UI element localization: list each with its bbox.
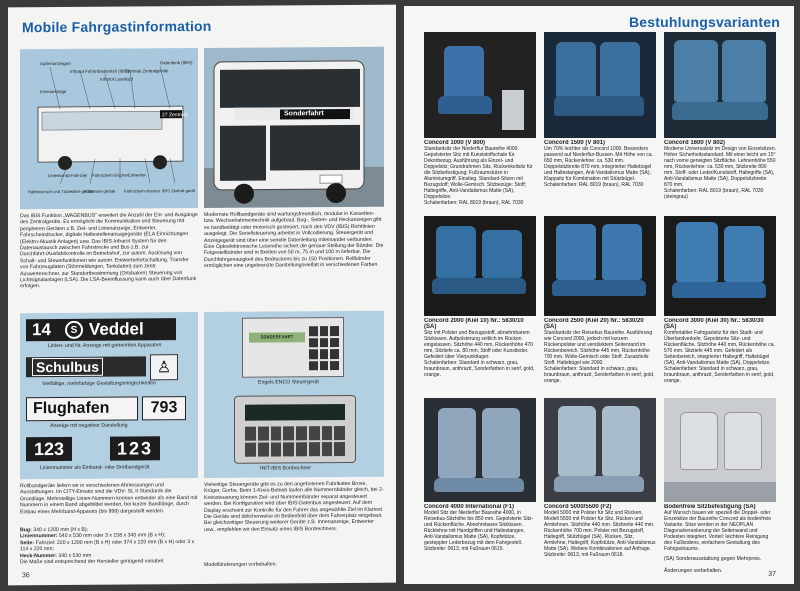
seat-back: [722, 40, 766, 102]
seat-photo-1500: [544, 32, 656, 138]
seat-back: [482, 408, 520, 478]
label-datenfunk: Datenfunk (IBIS): [160, 60, 193, 66]
sign1-caption: Linien- und Nr. Anzeige mit getrennten Apparaten: [48, 342, 162, 350]
page-title: Mobile Fahrgastinformation: [22, 17, 212, 36]
seat-cushion: [672, 102, 768, 120]
seat-back: [724, 412, 762, 470]
dim-label: Seite:: [20, 539, 35, 547]
dim-row: [20, 539, 198, 553]
seat-photo-1600: [664, 32, 776, 138]
sign1-text: Veddel: [88, 319, 144, 339]
sign2-text: Schulbus: [32, 358, 103, 376]
seat-title: Concord 4000 International (F1): [424, 504, 515, 510]
seat-back: [602, 224, 642, 280]
seat-text: Sitz mit Polster und Bezugsstoff, abnehmbarem Sitzkissen. Aufpolsterung seitlich im Rücken eingelassen. Sitzhöhe 440 mm, Rückenhöhe 470 mm, Sitztiefe ca. 80 mm, Stoff oder Kunstleder. Gefedert über Vierpunktlager.: [424, 330, 533, 360]
dim-value: 340 x 1200 mm (H x B);: [33, 526, 89, 534]
dim-value: 540 x 530 mm oder 3 x 158 x 340 mm (B x H);: [58, 532, 166, 540]
sign4-triple: 123: [110, 436, 160, 460]
bus-windows: [42, 111, 162, 130]
double-decker-illustration: [204, 47, 384, 208]
seat-title: Concord 1600 (V 802): [664, 140, 726, 146]
label-fahrscheindrucker-2: Fahrschein-drucker: [124, 188, 161, 194]
seat-cushion: [432, 278, 526, 294]
dim-label: Liniennummer:: [20, 533, 58, 540]
device1-caption: Engels ENCO Steuergerät: [258, 379, 319, 386]
left-page: [8, 5, 396, 586]
sign1-number: 14: [32, 320, 51, 340]
seat-cushion: [554, 476, 644, 492]
seat-title: Concord 2000 (Kiel 10) Nr.: 5830/10 (SA): [424, 318, 524, 330]
modell-note-left: Modelländerungen vorbehalten.: [204, 561, 277, 568]
seat-back: [558, 406, 596, 476]
seat-photo-1000: [424, 32, 536, 138]
sign-veddel: [26, 318, 176, 341]
seat-text: Auf Wunsch bauen wir speziell die Doppel- oder Einzelsitze der Baureihe Concord als bodenfreie Variante. Sitze werden in der NEOPLAN Diagonalverankerung der Seitenwand und Podesten integriert. Vorteil: leichtere Reinigung des Fußbodens, einfachere Gestaltung des Fahrgastraums.: [664, 510, 772, 552]
seat-back: [444, 46, 484, 102]
label-tuersteuergeraete: Türsteuer-geräte: [84, 188, 116, 194]
bordrechner-keys: [245, 426, 345, 457]
sign4-caption: Liniennummer als Einband- oder Dreibandgerät: [40, 464, 150, 472]
steuergeraet-text: Vielseitige Steuergeräte gibt es zu den angebotenen Fabrikaten Brose, Krüger, Gorba. Beim 1-Kreis-Betrieb laufen alle Nummernbänder gleich, bei 2-Kreissteuerung können Ziel- und Nummernbänder separat angesteuert werden. Bei Konfiguration wird über IBIS-Datenbus angesteuert. Auf dem Display erscheint zur Kontrolle für den Fahrer das angewählte Ziel im Klartext. Die Geräte sind üblicherweise im Bedienfeld über dem Fahrerplatz eingebaut. Bei gleichzeitiger Steuerung weiterer Geräte z.B. Innenanzeige, Entwerter usw., empfehlen wir den Einsatz eines IBIS Bordrechners.: [204, 480, 384, 533]
seat-title: Concord 1000 (V 800): [424, 140, 486, 146]
device2-caption: INIT-IBIS Bordrechner: [260, 465, 312, 472]
rollband-size-text: Rollbandgeräte liefern wir in verschiedenen Abmessungen und Ausstattungen. Im CITY-Einsatz sind die VDV- SL II Standards die Grundlage. Mehrstellige Linien-Nummern können entweder als eine Band mit Nummern in einem Band abgebildet werden, bei kurzer Bandlänge, durch Einbau eines Mehrband-Apparats (bis 999) dargestellt werden.: [20, 482, 198, 515]
seat-cushion: [554, 96, 644, 116]
seat-caption-4000: [424, 504, 536, 580]
label-infrarot-bedienteil: Infrarot Fahrerbedienteil (IBIS): [70, 68, 130, 74]
seat-caption-2000: [424, 318, 536, 398]
label-innenanzeige: Innenanzeige: [40, 88, 67, 95]
page-number-right: 37: [768, 571, 776, 578]
seat-back: [556, 224, 596, 280]
seat-caption-1000: [424, 140, 536, 212]
seat-colors: Sitzbreite: 0613, mit Fußraum 0618.: [544, 552, 624, 558]
seat-back: [600, 42, 640, 98]
label-ibis-zentralgeraet: IBIS Zentral-gerät: [162, 188, 196, 194]
bus-wheel-front: [153, 155, 167, 169]
seat-colors: Schalenfarben: RAL 8019 (braun), RAL 7030: [424, 200, 524, 206]
dims-note: Die Maße sind entsprechend der Hersteller genügend variabel.: [20, 558, 165, 566]
seat-back: [676, 222, 718, 282]
signs-panel: [20, 312, 198, 479]
seat-photo-4000: [424, 398, 536, 502]
seat-text: Komfortabler Fahrgastsitz für den Stadt- und Überlandverkehr. Gepolsterte Sitz- und Rückenfläche. Sitzhöhe 440 mm, Rückenhöhe ca. 570 mm. Sitztiefe 445 mm. Gefedert als Seitenbereich, integrierter Haltegriff, Haltebügel (SA), Anti-Vandalismus Matte (SA), Doppelsitze.: [664, 330, 775, 366]
seat-cushion: [672, 282, 766, 298]
seat-caption-5000: [544, 504, 656, 580]
enco-keypad: [309, 326, 339, 370]
bus-destination-text: 27 Zentrum: [162, 112, 188, 119]
seat-text: Moderne Universalsitz im Design von Einzelsitzen. Hoher Sicherheitsstandard. Mit einer leicht um 15° nach vorne geneigten Sitzfläche. Lehnenhöhe 550 mm, Rückenlehne: ca. 530 mm, Sitzbreite 890 mm. Stoff- oder Leder/Kunststoff, Haltegriffe (SA), Anti-Vandalismus Matte (SA), Doppelsitzbreite 870 mm.: [664, 146, 776, 188]
seat-title: Concord 3000 (Kiel 30) Nr.: 5830/30 (SA): [664, 318, 764, 330]
label-linienschild: Linienschild Fahrtziel: [48, 172, 88, 179]
seat-caption-1600: [664, 140, 776, 212]
bus-wheel-rear: [58, 156, 72, 170]
seat-back: [436, 226, 476, 278]
label-aussenanzeigen: Außenanzeigen: [40, 60, 71, 67]
seat-frame: [502, 90, 524, 130]
ibis-bordrechner: [234, 395, 356, 464]
seat-title: Bodenfreie Sitzbefestigung (SA): [664, 504, 756, 510]
seat-caption-2500: [544, 318, 656, 398]
seat-colors: Schalenfarben: RAL 8019 (braun), RAL 7030 (steingrau): [664, 188, 764, 200]
seat-colors: Schalenfarben: Standard in schwarz, grau, braunbraun, anthrazit, Sonderfarben in senf, gold, orange.: [424, 360, 535, 378]
modell-note-right: Änderungen vorbehalten.: [664, 568, 723, 574]
seat-photo-3000: [664, 216, 776, 316]
dim-label: Heck-Nummer:: [20, 552, 57, 559]
dim-label: Bug:: [20, 527, 32, 534]
seat-text: Modell 5000 mit Polster für Sitz und Rücken, Modell 5500 mit Polster für Sitz, Rücken und Armlehnen. Sitzhöhe 440 mm. Sitzbreite 440 mm. Rückenhöhe 700 mm. Polster mit Bezugstoff, Haltegriff, Stützbügel (SA). Rücken, Sitz, Armlehne, Haltegriff, Kopfstütze, Anti-Vandalismus Matte (SA). Weitere Kombinationen auf Anfrage.: [544, 510, 656, 552]
seat-text: Modell Sitz der Niederflur Baureihe 4000, in Reisebus-Sitzhöhe bis 850 mm. Gepolsterte Sitz- und Rückenfläche. Abnehmbares Sitzkissen. Rücklehne mit Handgriffen und Haltestangen, Anti-Vandalismus Matte (SA), Kopfstütze, gesteppter Lederbezug mit dem Fahrgestell.: [424, 510, 534, 546]
seat-back: [438, 408, 476, 478]
label-fahrscheindrucker: Fahrschein-drucker: [92, 172, 129, 178]
label-entwerter: Entwerter: [128, 172, 146, 178]
seat-colors: Schalenfarben: Standard in schwarz, grau, braunbraun, anthrazit, Sonderfarben in senf, gold, orange.: [544, 366, 655, 384]
seat-title: Concord 5000/5500 (F2): [544, 504, 612, 510]
seat-back: [482, 230, 522, 278]
seat-caption-1500: [544, 140, 656, 212]
seat-colors: Sitzbreite: 0613, mit Fußraum 0615.: [424, 546, 504, 552]
seat-title: Concord 2500 (Kiel 20) Nr.: 5830/20 (SA): [544, 318, 644, 330]
seat-photo-5000: [544, 398, 656, 502]
enco-display: SONDERFAHRT: [249, 332, 305, 342]
label-haltewunsch: Haltewunsch und Türbedien-geräte: [28, 188, 94, 195]
enco-device: [242, 317, 344, 378]
footnote-sa: (SA) Sonderausstattung gegen Mehrpreis.: [664, 556, 762, 562]
seat-photo-bodenfrei: [664, 398, 776, 502]
seat-colors: Schalenfarben: RAL 8019 (braun), RAL 7030: [544, 182, 644, 188]
seat-back: [724, 226, 764, 282]
sign-flughafen: [26, 396, 138, 421]
s-bahn-icon: S: [65, 321, 83, 339]
seat-text: Standardsitz der Niederflur Baureihe 4000. Gepolsterter Sitz mit Kunststoffschale für Dekorbezug. Ausführung als Einzel- und Doppelsitz; Grundrahmen Sitz, Rückenkeilsitz für die Sitzbefestigung; Fußraumstütze in Aluminiumgriff. Einstieg. Standard-Sitzen mit Bezugstoff; Wolle-Gemisch. Sitzbezüge: Stoff; Haltegriffe, Anti-Vandalismus Matte (SA), Doppelsitze.: [424, 146, 533, 200]
seat-cushion: [438, 96, 492, 114]
sign2-caption: Vielfältige, mehrfarbige Gestaltungsmöglichkeiten: [42, 380, 156, 388]
page-number-left: 36: [22, 572, 30, 580]
seat-back: [602, 406, 640, 476]
page-title-right: Bestuhlungsvarianten: [628, 14, 780, 30]
sign3-number: 793: [142, 396, 186, 420]
devices-panel: [204, 311, 384, 478]
label-infrarot-lesekopf: Infrarot Lesekopf: [100, 76, 133, 82]
rollband-description: Modernste Rollbandgeräte sind wartungsfreundlich, modular in Kassetten- bzw. Wechselrahmentechnik aufgebaut. Bug-, Seiten- und Heckanzeigen gibt es handbetätigt oder motorisch gesteuert, nach den VDV (IBIS) Richtlinien ausgelegt. Die Seriellsteuerung arbeitet in Vollcodierung. Steuergerät und Anzeigegerät sind über eine serielle Datenleitung miteinander verbunden. Eine Optoelektronische Lesereihe sichert die genaue Stellung der Bänder. Die Folgestellbänder sind in Breiten von 50 m, 75 m und 100 m lieferbar. Die Durchfahrgenauigkeit des Bedruckens bis zu 150 Positionen. Rollbänder ermöglichen eine ungebrenzte Darstellungsvielfalt in verschiedenen Farben.: [204, 210, 384, 270]
sign4-single: 123: [26, 437, 72, 461]
bus2-destination: Sonderfahrt: [284, 110, 324, 118]
seat-back: [556, 42, 596, 98]
bordrechner-display: [245, 404, 345, 421]
sign3-text: Flughafen: [33, 399, 110, 418]
dim-value: 340 x 530 mm: [58, 552, 92, 559]
seat-caption-bodenfrei: [664, 504, 776, 554]
seat-back: [674, 40, 718, 102]
seat-photo-2000: [424, 216, 536, 316]
seat-text: Standardsitz der Reisebus Baureihe. Ausführung wie Concord 2000, jedoch mit kurzem Rückenpolster und verstärktem Seitenrand im Rückenbereich. Sitzhöhe 445 mm, Rückenhöhe 700 mm. Wolle-Gemisch oder Stoff. Zusatzteile Stoff. Haltebügel wie 2000.: [544, 330, 653, 366]
ibis-description: Das IBIS Funktion „WAGENBUS" erweitert die Anzahl der Ein- und Ausgänge des Zentralgeräts. Es ermöglicht die Kommunikation und Steuerung mit peripheren Geräten z.B. Ziel- und Linienanzeige, Entwerter, Fahrscheindrucker, digitale Haltestellenansagegeräte (ELA Einrichtungen (Elektro-Akustik Anlagen) usw. Das IBIS-Infrarot System für den Datenaustausch zwischen Fahrstrecke und Bus z.B. zur Durchfahrt-/Ausfahrkontrolle im Betriebshof, zur autom. Auslösung von Schalt- und Steuerfunktionen wie autom. Entwerterfortschaltung, Transfer von Fahrzeugdaten (Störmeldungen, Tankdaten) zum zentr. Auswerterechner, zur Standortbestimmung (Ortsbaken) Steuerung von Lichtsignalanlagen (LSA). Die LSA-Beeinflussung kann auch über Datenfunk erfolgen.: [20, 212, 198, 290]
seat-title: Concord 1500 (V 801): [544, 140, 606, 146]
right-page: [404, 6, 794, 584]
seat-colors: Schalenfarben: Standard in schwarz, grau, braunbraun, anthrazit, Sonderfarben in senf, gold, orange.: [664, 366, 775, 384]
bus-diagram-panel: [20, 48, 198, 209]
dim-value: Fahrziel: 220 x 1200 mm (B x H) oder 374 x 220 mm (B x H) oder 3 x 114 x 220 mm;: [20, 538, 195, 553]
sign-schulbus: [26, 356, 146, 377]
school-children-icon: ♙: [150, 354, 178, 380]
sign3-caption: Anzeige mit negativer Darstellung: [50, 422, 128, 430]
seat-back: [680, 412, 718, 470]
seat-text: Um 70% leichter als Concord 1000. Besonders passend auf Niederflur-Bussen. Mit Höhe von ca. 650 mm, Rückenlehne: ca. 530 mm. Doppelsitzbreite 870 mm, integrierter Haltebügel und Haltestangen, Anti-Vandalismus Matte (SA), Klappsitz für Kombination mit Stützbügel.: [544, 146, 653, 182]
floor: [664, 482, 776, 502]
seat-photo-2500: [544, 216, 656, 316]
label-zentralgeraete: Zentrale Zentralgeräte: [125, 68, 169, 74]
seat-caption-3000: [664, 318, 776, 398]
seat-cushion: [552, 280, 646, 296]
bus-photo: [204, 47, 384, 208]
dimensions-list: [20, 526, 198, 572]
seat-cushion: [434, 478, 524, 492]
